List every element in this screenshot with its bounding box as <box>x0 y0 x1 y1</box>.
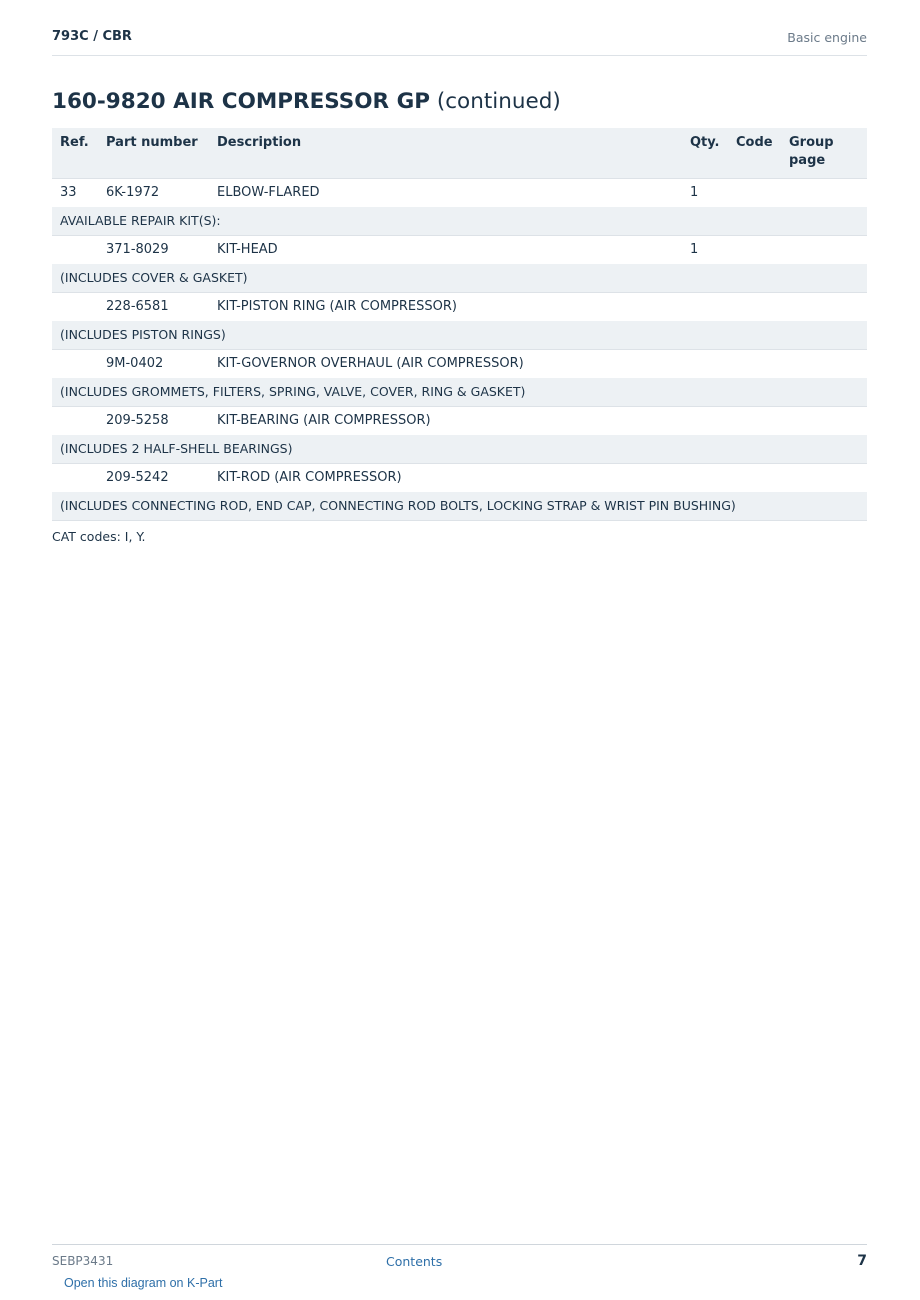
cat-codes: CAT codes: I, Y. <box>52 529 146 544</box>
table-note-row <box>52 435 867 464</box>
cell-description: KIT-HEAD <box>209 236 682 265</box>
cell-qty: 1 <box>682 179 728 208</box>
cell-qty <box>682 464 728 493</box>
title-suffix: (continued) <box>436 89 561 114</box>
table-note-row <box>52 321 867 350</box>
cell-part-number: 209-5258 <box>98 407 209 436</box>
cell-description: ELBOW-FLARED <box>209 179 682 208</box>
cell-ref <box>52 236 98 265</box>
cell-code <box>728 293 781 322</box>
cell-group-page <box>781 464 867 493</box>
kpart-diagram-link[interactable]: Open this diagram on K-Part <box>64 1276 223 1290</box>
col-header-description: Description <box>209 128 682 179</box>
table-note-row <box>52 492 867 521</box>
col-header-ref: Ref. <box>52 128 98 179</box>
col-header-qty: Qty. <box>682 128 728 179</box>
col-header-code: Code <box>728 128 781 179</box>
cell-part-number: 228-6581 <box>98 293 209 322</box>
title-main: 160-9820 AIR COMPRESSOR GP <box>52 89 430 114</box>
table-row <box>52 407 867 436</box>
table-header-row <box>52 128 867 179</box>
document-id: SEBP3431 <box>52 1254 114 1268</box>
cell-code <box>728 236 781 265</box>
model-breadcrumb: 793C / CBR <box>52 29 132 44</box>
cell-description: KIT-GOVERNOR OVERHAUL (AIR COMPRESSOR) <box>209 350 682 379</box>
cell-qty <box>682 350 728 379</box>
cell-qty <box>682 407 728 436</box>
note-text: (INCLUDES GROMMETS, FILTERS, SPRING, VALVE, COVER, RING & GASKET) <box>52 378 867 407</box>
cell-code <box>728 464 781 493</box>
table-row <box>52 179 867 208</box>
cell-ref <box>52 350 98 379</box>
cell-description: KIT-BEARING (AIR COMPRESSOR) <box>209 407 682 436</box>
table-row <box>52 464 867 493</box>
cell-group-page <box>781 407 867 436</box>
page-footer <box>52 1244 867 1275</box>
contents-link[interactable]: Contents <box>386 1254 443 1269</box>
note-text: (INCLUDES COVER & GASKET) <box>52 264 867 293</box>
cell-ref: 33 <box>52 179 98 208</box>
cell-description: KIT-PISTON RING (AIR COMPRESSOR) <box>209 293 682 322</box>
cell-qty <box>682 293 728 322</box>
page-number: 7 <box>857 1253 867 1269</box>
cell-code <box>728 179 781 208</box>
table-note-row <box>52 207 867 236</box>
cell-part-number: 6K-1972 <box>98 179 209 208</box>
table-row <box>52 350 867 379</box>
note-text: (INCLUDES CONNECTING ROD, END CAP, CONNECTING ROD BOLTS, LOCKING STRAP & WRIST PIN BUSHING) <box>52 492 867 521</box>
table-note-row <box>52 378 867 407</box>
col-header-part-number: Part number <box>98 128 209 179</box>
page-header <box>52 28 867 56</box>
note-text: AVAILABLE REPAIR KIT(S): <box>52 207 867 236</box>
col-header-group-page: Group page <box>781 128 867 179</box>
section-name: Basic engine <box>787 30 867 45</box>
page-title <box>52 89 561 114</box>
cell-part-number: 9M-0402 <box>98 350 209 379</box>
table-row <box>52 236 867 265</box>
cell-part-number: 209-5242 <box>98 464 209 493</box>
table-row <box>52 293 867 322</box>
cell-group-page <box>781 236 867 265</box>
cell-ref <box>52 464 98 493</box>
cell-code <box>728 350 781 379</box>
cell-ref <box>52 293 98 322</box>
cell-group-page <box>781 179 867 208</box>
cell-ref <box>52 407 98 436</box>
cell-code <box>728 407 781 436</box>
cell-description: KIT-ROD (AIR COMPRESSOR) <box>209 464 682 493</box>
table-note-row <box>52 264 867 293</box>
parts-table <box>52 128 867 521</box>
cell-group-page <box>781 293 867 322</box>
note-text: (INCLUDES 2 HALF-SHELL BEARINGS) <box>52 435 867 464</box>
cell-part-number: 371-8029 <box>98 236 209 265</box>
note-text: (INCLUDES PISTON RINGS) <box>52 321 867 350</box>
cell-group-page <box>781 350 867 379</box>
cell-qty: 1 <box>682 236 728 265</box>
